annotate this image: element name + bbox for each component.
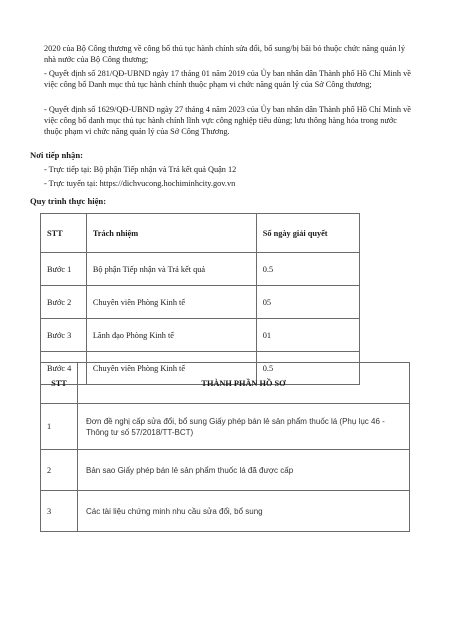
table-row: [41, 319, 360, 352]
process-header-responsibility: Trách nhiệm: [86, 214, 256, 253]
process-days: 0.5: [256, 352, 359, 385]
process-step: Bước 1: [41, 253, 87, 286]
process-days: 0.5: [256, 253, 359, 286]
table-row: [41, 404, 410, 450]
document-number: 3: [41, 491, 78, 532]
process-table-header-row: [41, 214, 360, 253]
process-responsibility: Lãnh đạo Phòng Kinh tế: [86, 319, 256, 352]
receiving-heading: Nơi tiếp nhận:: [30, 150, 83, 160]
process-header-stt: STT: [41, 214, 87, 253]
document-description: Bản sao Giấy phép bán lẻ sản phẩm thuốc lá đã được cấp: [78, 450, 410, 491]
intro-paragraph-decision-281: - Quyết định số 281/QĐ-UBND ngày 17 tháng 01 năm 2019 của Ủy ban nhân dân Thành phố Hồ Chí Minh về việc công bố Danh mục thủ tục hành chính thuộc phạm vi chức năng quản lý của Sở Công thương;: [44, 69, 411, 89]
table-row: [41, 491, 410, 532]
table-row: [41, 253, 360, 286]
documents-header-title: THÀNH PHẦN HỒ SƠ: [78, 363, 410, 404]
intro-paragraph-continued: 2020 của Bộ Công thương về công bố thủ tục hành chính sửa đổi, bổ sung/bị bãi bỏ thuộc chức năng quản lý nhà nước của Bộ Công thương;: [44, 44, 405, 64]
table-row: [41, 450, 410, 491]
document-number: 1: [41, 404, 78, 450]
process-table: [40, 213, 360, 385]
process-step: Bước 2: [41, 286, 87, 319]
documents-header-stt: STT: [41, 363, 78, 404]
process-days: 01: [256, 319, 359, 352]
receiving-direct-line: - Trực tiếp tại: Bộ phận Tiếp nhận và Trả kết quả Quận 12: [44, 165, 237, 174]
receiving-online-line: - Trực tuyến tại: https://dichvucong.hochiminhcity.gov.vn: [44, 179, 236, 188]
process-step: Bước 3: [41, 319, 87, 352]
document-description: Đơn đề nghị cấp sửa đổi, bổ sung Giấy phép bán lẻ sản phẩm thuốc lá (Phụ lục 46 - Thông tư số 57/2018/TT-BCT): [78, 404, 410, 450]
process-days: 05: [256, 286, 359, 319]
process-heading: Quy trình thực hiện:: [30, 196, 107, 206]
process-responsibility: Chuyên viên Phòng Kinh tế: [86, 286, 256, 319]
intro-paragraph-decision-1629: - Quyết định số 1629/QĐ-UBND ngày 27 tháng 4 năm 2023 của Ủy ban nhân dân Thành phố Hồ Chí Minh về việc công bố danh mục thủ tục hành chính lĩnh vực công nghiệp tiêu dùng; lưu thông hàng hóa trong nước thuộc phạm vi chức năng quản lý của Sở Công Thương.: [44, 105, 411, 136]
document-number: 2: [41, 450, 78, 491]
process-responsibility: Bộ phận Tiếp nhận và Trả kết quả: [86, 253, 256, 286]
process-responsibility: Chuyên viên Phòng Kinh tế: [86, 352, 256, 385]
process-header-days: Số ngày giải quyết: [256, 214, 359, 253]
documents-table-header-row: [41, 363, 410, 404]
documents-table: [40, 362, 410, 532]
document-description: Các tài liệu chứng minh nhu cầu sửa đổi, bổ sung: [78, 491, 410, 532]
table-row: [41, 286, 360, 319]
process-step: Bước 4: [41, 352, 87, 385]
